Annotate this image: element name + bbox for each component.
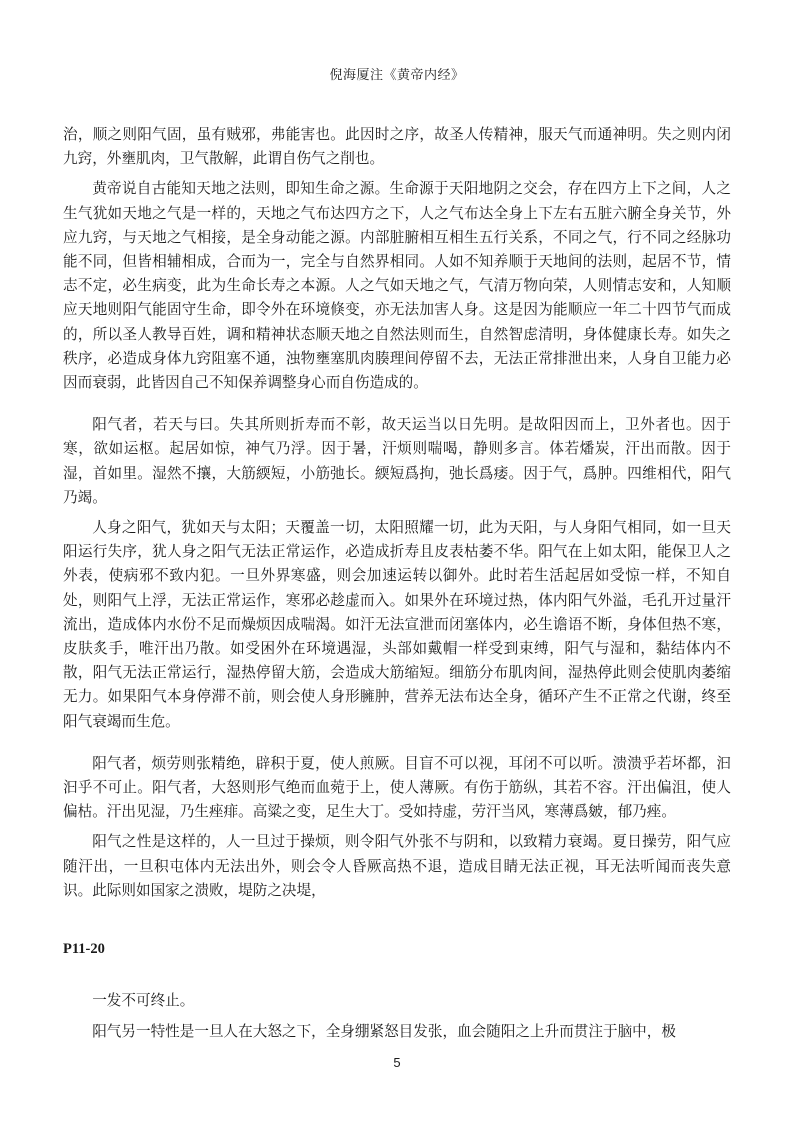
paragraph-commentary: 阳气另一特性是一旦人在大怒之下，全身绷紧怒目发张，血会随阳之上升而贯注于脑中，极 xyxy=(92,1022,676,1040)
paragraph-classic-text: 阳气者，烦劳则张精绝，辟积于夏，使人煎厥。目盲不可以视，耳闭不可以听。溃溃乎若坏都，汩汩乎不可止。阳气者，大怒则形气绝而血菀于上，使人薄厥。有伤于筋纵，其若不容。汗出偏沮，使人偏枯。汗出见湿，乃生痤痱。高粱之变，足生大丁。受如持虚，劳汗当风，寒薄爲皴，郁乃痤。 xyxy=(63,754,731,821)
page-header-title: 倪海厦注《黄帝内经》 xyxy=(329,68,465,83)
page-number: 5 xyxy=(393,1055,401,1070)
section-label: P11-20 xyxy=(63,941,105,958)
paragraph-commentary: 一发不可终止。 xyxy=(92,992,195,1010)
paragraph-commentary: 人身之阳气，犹如天与太阳；天覆盖一切，太阳照耀一切，此为天阳，与人身阳气相同，如一旦天阳运行失序，犹人身之阳气无法正常运作，必造成折寿且皮表枯萎不华。阳气在上如太阳，能保卫人之外表，使病邪不致内犯。一旦外界寒盛，则会加速运转以御外。此时若生活起居如受惊一样，不知自处，则阳气上浮，无法正常运作，寒邪必趁虚而入。如果外在环境过热，体内阳气外溢，毛孔开过量汗流出，造成体内水份不足而燥烦因成喘渴。如汗无法宣泄而闭塞体内，必生谵语不断，身体但热不寒，皮肤炙手，唯汗出乃散。如受困外在环境遇湿，头部如戴帽一样受到束缚，阳气与湿和，黏结体内不散，阳气无法正常运行，湿热停留大筋，会造成大筋缩短。细筋分布肌肉间，湿热停此则会使肌肉萎缩无力。如果阳气本身停滞不前，则会使人身形臃肿，营养无法布达全身，循环产生不正常之代谢，终至阳气衰竭而生危。 xyxy=(63,519,731,730)
paragraph-commentary: 阳气之性是这样的，人一旦过于操烦，则令阳气外张不与阴和，以致精力衰竭。夏日操劳，阳气应随汗出，一旦积屯体内无法出外，则会令人昏厥高热不退，造成目睛无法正视，耳无法听闻而丧失意识。此际则如国家之溃败，堤防之决堤， xyxy=(63,833,731,899)
paragraph-classic-text: 阳气者，若天与曰。失其所则折寿而不彰，故天运当以日先明。是故阳因而上，卫外者也。因于寒，欲如运枢。起居如惊，神气乃浮。因于暑，汗烦则喘喝，静则多言。体若燔炭，汗出而散。因于湿，首如里。湿然不攘，大筋緛短，小筋弛长。緛短爲拘，弛长爲痿。因于气，爲肿。四维相代，阳气乃竭。 xyxy=(63,416,731,506)
page-body xyxy=(63,123,731,1044)
paragraph-commentary: 黄帝说自古能知天地之法则，即知生命之源。生命源于天阳地阴之交会，存在四方上下之间，人之生气犹如天地之气是一样的，天地之气布达四方之下，人之气布达全身上下左右五脏六腑全身关节，外应九窍，与天地之气相接，是全身动能之源。内部脏腑相互相生五行关系，不同之气，行不同之经脉功能不同，但皆相辅相成，合而为一，完全与自然界相同。人如不知养顺于天地间的法则，起居不节，情志不定，必生病变，此为生命长寿之本源。人之气如天地之气，气清万物向荣，人则情志安和，人知顺应天地则阳气能固守生命，即令外在环境倏变，亦无法加害人身。这是因为能顺应一年二十四节气而成的，所以圣人教导百姓，调和精神状态顺天地之自然法则而生，自然智虑清明，身体健康长寿。如失之秩序，必造成身体九窍阻塞不通，浊物壅塞肌肉腠理间停留不去，无法正常排泄出来，人身自卫能力必因而衰弱，此皆因自己不知保养调整身心而自伤造成的。 xyxy=(63,180,731,392)
paragraph-continuation: 治，顺之则阳气固，虽有贼邪，弗能害也。此因时之序，故圣人传精神，服天气而通神明。失之则内闭九窍，外壅肌肉，卫气散解，此谓自伤气之削也。 xyxy=(63,126,731,168)
